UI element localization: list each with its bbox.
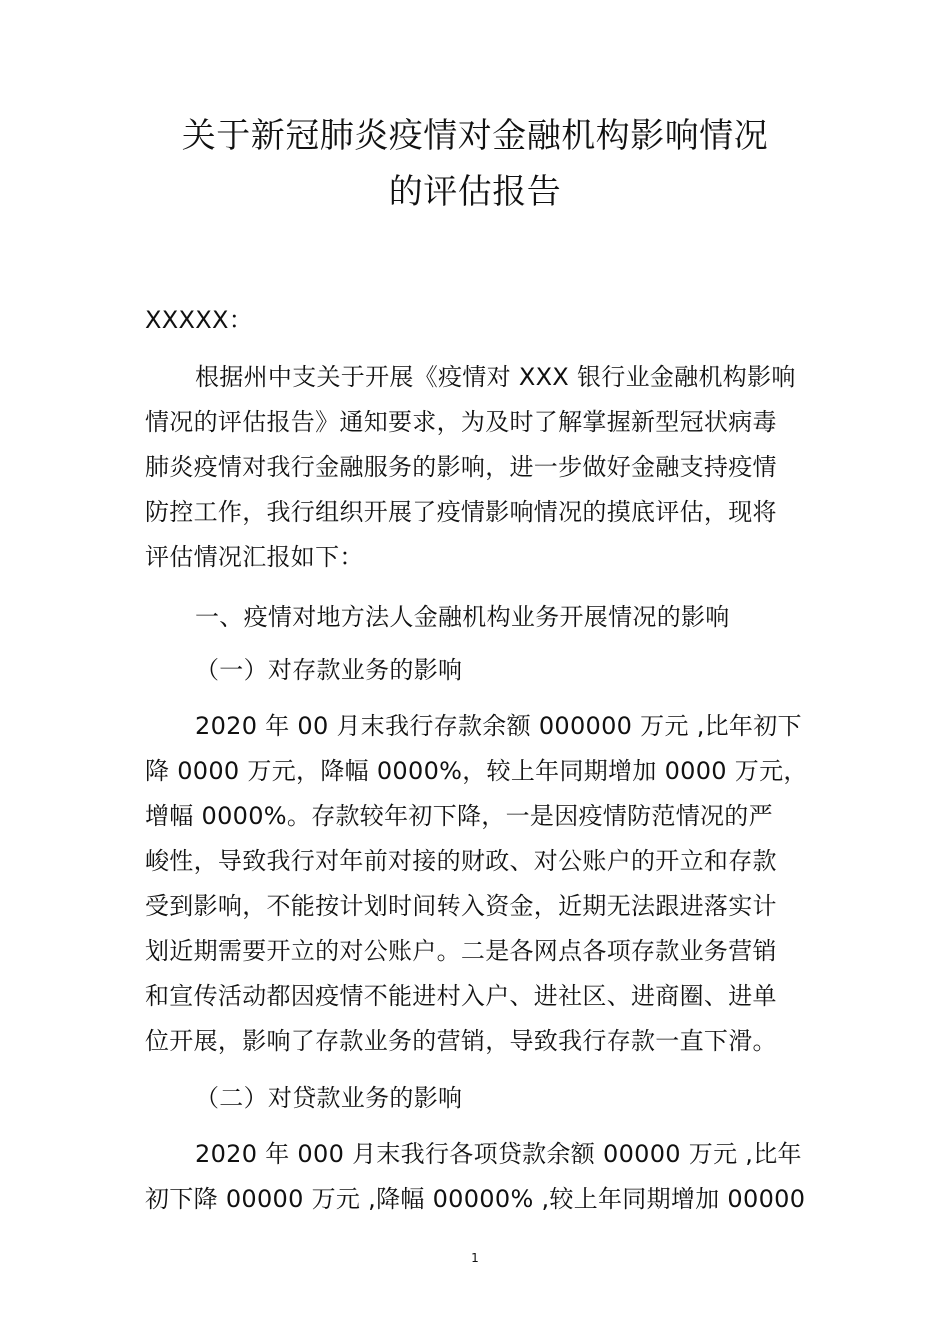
document-title-line-1: 关于新冠肺炎疫情对金融机构影响情况 xyxy=(181,116,769,156)
paragraph-line: 峻性，导致我行对年前对接的财政、对公账户的开立和存款 xyxy=(145,847,777,875)
page-number: 1 xyxy=(471,1251,479,1265)
paragraph-line: 受到影响，不能按计划时间转入资金，近期无法跟进落实计 xyxy=(145,892,777,920)
paragraph-line: 评估情况汇报如下： xyxy=(145,543,364,571)
paragraph-line: 2020 年 000 月末我行各项贷款余额 00000 万元 ,比年 xyxy=(195,1140,802,1168)
paragraph-line: 肺炎疫情对我行金融服务的影响，进一步做好金融支持疫情 xyxy=(145,453,777,481)
paragraph-line: 降 0000 万元，降幅 0000%，较上年同期增加 0000 万元， xyxy=(145,757,808,785)
section-heading: 一、疫情对地方法人金融机构业务开展情况的影响 xyxy=(195,603,730,631)
paragraph-line: 划近期需要开立的对公账户。二是各网点各项存款业务营销 xyxy=(145,937,777,965)
paragraph-line: 位开展，影响了存款业务的营销，导致我行存款一直下滑。 xyxy=(145,1027,777,1055)
paragraph-line: 根据州中支关于开展《疫情对 XXX 银行业金融机构影响 xyxy=(195,363,796,391)
paragraph-line: 防控工作，我行组织开展了疫情影响情况的摸底评估，现将 xyxy=(145,498,777,526)
paragraph-line: 2020 年 00 月末我行存款余额 000000 万元 ,比年初下 xyxy=(195,712,802,740)
paragraph-line: 增幅 0000%。存款较年初下降，一是因疫情防范情况的严 xyxy=(145,802,773,830)
salutation: XXXXX： xyxy=(145,306,254,334)
subsection-heading: （二）对贷款业务的影响 xyxy=(195,1084,463,1112)
paragraph-line: 初下降 00000 万元 ,降幅 00000% ,较上年同期增加 00000 xyxy=(145,1185,806,1213)
paragraph-line: 情况的评估报告》通知要求，为及时了解掌握新型冠状病毒 xyxy=(145,408,777,436)
document-title-line-2: 的评估报告 xyxy=(388,172,562,212)
paragraph-line: 和宣传活动都因疫情不能进村入户、进社区、进商圈、进单 xyxy=(145,982,777,1010)
subsection-heading: （一）对存款业务的影响 xyxy=(195,656,463,684)
